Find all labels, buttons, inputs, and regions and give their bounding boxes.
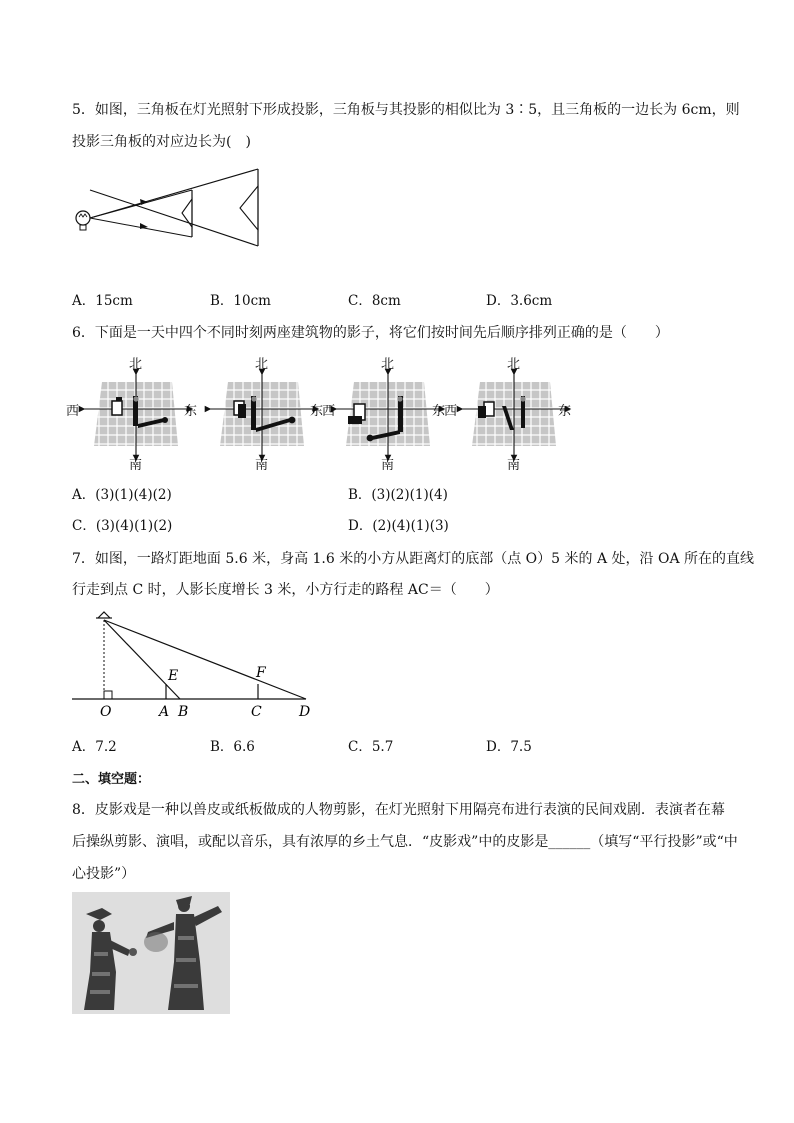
q7-option-d: D．7.5 [486,739,532,755]
q6-diagram-2 [208,357,323,473]
q6-text-line1: 6．下面是一天中四个不同时刻两座建筑物的影子，将它们按时间先后顺序排列正确的是（ ） [72,325,669,341]
point-e-label: E [168,668,179,684]
section-title: 二、填空题： [72,772,151,787]
q7-option-a: A．7.2 [72,739,117,755]
lamp-icon [98,612,110,618]
q5-projection-diagram [70,166,270,246]
q6-option-b: B．(3)(2)(1)(4) [348,487,448,503]
west-label: 西 [66,404,80,419]
south-label: 南 [507,458,521,473]
q6-option-d: D．(2)(4)(1)(3) [348,518,449,534]
west-label: 西 [322,404,336,419]
west-label: 西 [444,404,458,419]
point-a-label: A [159,704,170,720]
north-label: 北 [507,357,521,372]
east-label: 东 [558,404,572,419]
q6-diagram-4 [444,357,571,473]
q6-shadow-diagrams [66,354,582,473]
south-label: 南 [381,458,395,473]
q6-diagram-1 [66,357,197,473]
south-label: 南 [129,458,143,473]
q7-option-c: C．5.7 [348,739,394,755]
q8-text-line2: 后操纵剪影、演唱，或配以音乐，具有浓厚的乡土气息．“皮影戏”中的皮影是______（填写“平行投影”或“中 [72,834,738,850]
q5-text-line1: 5．如图，三角板在灯光照射下形成投影，三角板与其投影的相似比为 3∶5，且三角板的一边长为 6cm，则 [72,102,740,118]
south-label: 南 [255,458,269,473]
north-label: 北 [129,357,143,372]
q7-option-b: B．6.6 [210,739,255,755]
lamp-icon [76,211,90,225]
q6-option-a: A．(3)(1)(4)(2) [72,487,172,503]
q8-text-line1: 8．皮影戏是一种以兽皮或纸板做成的人物剪影，在灯光照射下用隔亮布进行表演的民间戏剧．表演者在幕 [72,802,725,818]
q5-option-a: A．15cm [72,293,133,309]
point-o-label: O [100,704,112,720]
q6-diagram-3 [322,357,445,473]
point-b-label: B [178,704,189,720]
q7-streetlight-diagram [70,608,320,720]
q7-text-line2: 行走到点 C 时，人影长度增长 3 米，小方行走的路程 AC＝（ ） [72,582,499,598]
q5-text-line2: 投影三角板的对应边长为( ) [72,134,251,150]
q5-option-c: C．8cm [348,293,401,309]
north-label: 北 [381,357,395,372]
point-c-label: C [251,704,262,720]
q8-text-line3: 心投影”） [72,866,136,882]
east-label: 东 [310,404,324,419]
north-label: 北 [255,357,269,372]
q5-option-d: D．3.6cm [486,293,553,309]
point-f-label: F [256,665,266,681]
shadow-puppet-photo [72,892,230,1014]
east-label: 东 [432,404,446,419]
point-d-label: D [299,704,311,720]
q6-option-c: C．(3)(4)(1)(2) [72,518,173,534]
east-label: 东 [184,404,198,419]
q7-text-line1: 7．如图，一路灯距地面 5.6 米，身高 1.6 米的小方从距离灯的底部（点 O）5 米的 A 处，沿 OA 所在的直线 [72,551,755,567]
q5-option-b: B．10cm [210,293,271,309]
